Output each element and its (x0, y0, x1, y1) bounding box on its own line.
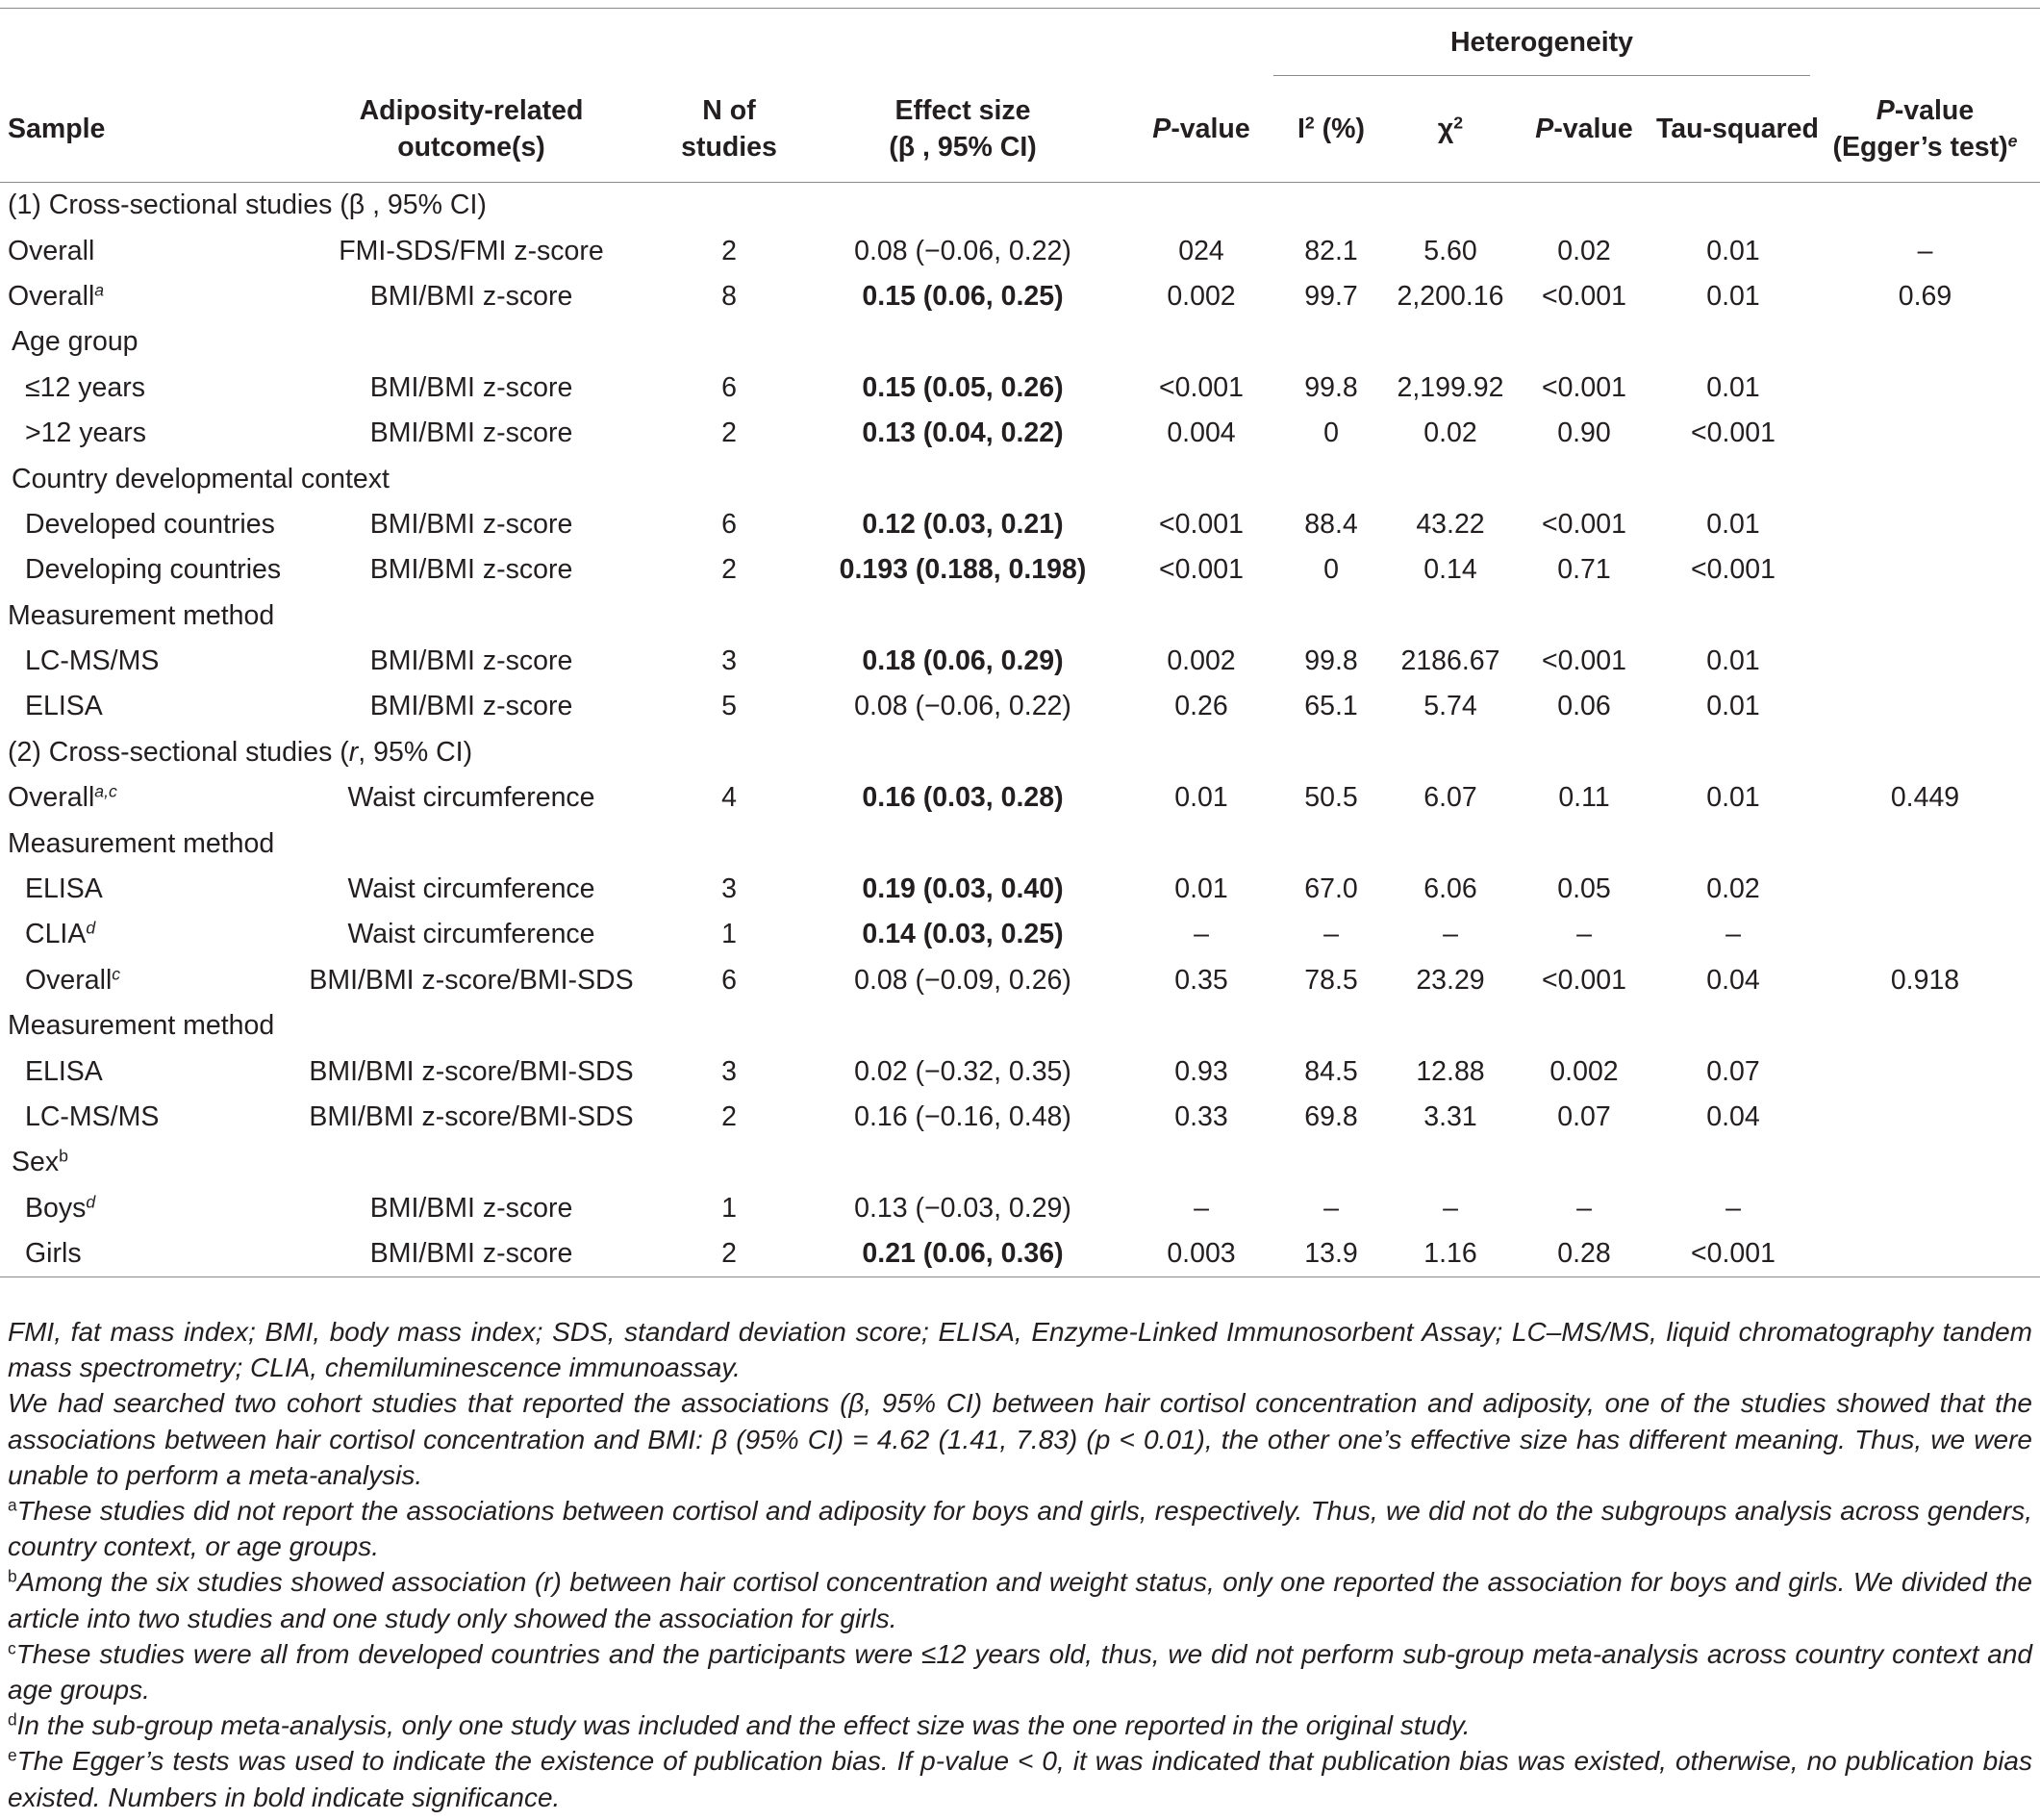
section-label: (2) Cross-sectional studies (r, 95% CI) (8, 736, 473, 768)
group-row (0, 1140, 2040, 1185)
chi-squared-cell: – (1443, 919, 1458, 950)
group-label: Measurement method (8, 1010, 275, 1042)
p-value-cell: 0.002 (1167, 645, 1236, 677)
effect-size-cell: 0.193 (0.188, 0.198) (839, 554, 1087, 586)
egger-p-value-cell (1810, 1231, 2040, 1277)
het-p-value-cell: <0.001 (1542, 371, 1626, 403)
i-squared-cell: 88.4 (1304, 508, 1358, 540)
table-row (0, 274, 2040, 319)
outcome-cell: BMI/BMI z-score (369, 691, 573, 722)
i-squared-cell: 82.1 (1304, 235, 1358, 266)
effect-size-cell: 0.02 (−0.32, 0.35) (854, 1055, 1071, 1087)
group-row (0, 1003, 2040, 1049)
effect-size-cell: 0.21 (0.06, 0.36) (796, 1231, 1129, 1277)
n-studies-cell: 2 (721, 417, 737, 449)
chi-squared-cell: 0.02 (1423, 417, 1477, 449)
table-row (0, 1095, 2040, 1140)
tau-squared-cell: 0.01 (1706, 235, 1760, 266)
col-n-studies: N of studies (662, 76, 796, 183)
tau-squared-cell: 0.07 (1706, 1055, 1760, 1087)
outcome-cell: BMI/BMI z-score (369, 417, 573, 449)
effect-size-cell: 0.16 (−0.16, 0.48) (854, 1101, 1071, 1132)
i-squared-cell: 0 (1323, 554, 1339, 586)
effect-size-cell: 0.18 (0.06, 0.29) (862, 645, 1064, 677)
i-squared-cell: 78.5 (1304, 964, 1358, 996)
sample-cell: LC-MS/MS (25, 645, 160, 677)
group-label: Measurement method (8, 827, 275, 859)
table-row (0, 639, 2040, 684)
het-p-value-cell: 0.07 (1557, 1101, 1611, 1132)
egger-p-value-cell (1810, 1186, 2040, 1231)
egger-p-value-cell: 0.918 (1890, 964, 1960, 996)
sample-cell: Girls (0, 1231, 281, 1277)
het-p-value-cell: <0.001 (1542, 964, 1626, 996)
col-tau-squared: Tau-squared (1656, 76, 1810, 183)
outcome-cell: Waist circumference (347, 782, 595, 814)
chi-squared-cell: 2186.67 (1400, 645, 1500, 677)
n-studies-cell: 8 (721, 280, 737, 312)
i-squared-cell: – (1323, 1192, 1339, 1224)
outcome-cell: BMI/BMI z-score/BMI-SDS (309, 1055, 634, 1087)
het-p-value-cell: – (1576, 919, 1592, 950)
p-value-cell: 0.002 (1167, 280, 1236, 312)
table-row (0, 502, 2040, 547)
effect-size-cell: 0.12 (0.03, 0.21) (862, 508, 1064, 540)
footnote-e: $^e$The Egger’s tests was used to indicate the existence of publication bias. If p-value < 0, it was indicated that publication bias was existed, otherwise, no publication bias existed. Numbers in bold indicate significance. (8, 1745, 2032, 1812)
egger-p-value-cell (1810, 502, 2040, 547)
group-row (0, 319, 2040, 365)
group-row (0, 594, 2040, 639)
tau-squared-cell: – (1725, 919, 1741, 950)
egger-p-value-cell (1810, 639, 2040, 684)
i-squared-cell: 67.0 (1304, 873, 1358, 905)
n-studies-cell: 6 (721, 508, 737, 540)
col-het-p-value: P-value (1512, 76, 1656, 183)
p-value-cell: 024 (1178, 235, 1224, 266)
effect-size-cell: 0.13 (0.04, 0.22) (862, 417, 1064, 449)
table-row (0, 547, 2040, 593)
tau-squared-cell: 0.04 (1706, 964, 1760, 996)
p-value-cell: <0.001 (1159, 508, 1244, 540)
meta-analysis-table (0, 8, 2040, 1277)
effect-size-cell: 0.16 (0.03, 0.28) (862, 782, 1064, 814)
het-p-value-cell: <0.001 (1542, 645, 1626, 677)
tau-squared-cell: <0.001 (1691, 417, 1776, 449)
tau-squared-cell: <0.001 (1656, 1231, 1810, 1277)
chi-squared-cell: 43.22 (1416, 508, 1485, 540)
col-effect-size: Effect size (β , 95% CI) (796, 76, 1129, 183)
chi-squared-cell: 23.29 (1416, 964, 1485, 996)
sample-cell: Overall$^a$ (8, 280, 105, 312)
sample-cell: CLIA$^d$ (25, 918, 96, 950)
group-label: Measurement method (8, 599, 275, 631)
table-header (0, 9, 2040, 183)
table-row (0, 912, 2040, 957)
sample-cell: Overall$^{a,c}$ (8, 781, 117, 814)
table-row (0, 684, 2040, 729)
sample-cell: ≤12 years (25, 371, 145, 403)
section-label: (1) Cross-sectional studies (β , 95% CI) (8, 190, 487, 221)
col-i-squared: $I^2$ (%) (1273, 76, 1389, 183)
effect-size-cell: 0.14 (0.03, 0.25) (862, 919, 1064, 950)
chi-squared-cell: 3.31 (1423, 1101, 1477, 1132)
sample-cell: Boys$^d$ (25, 1192, 96, 1224)
group-label: Country developmental context (12, 463, 390, 494)
egger-p-value-cell (1810, 411, 2040, 456)
outcome-cell: Waist circumference (347, 919, 595, 950)
p-value-cell: 0.33 (1174, 1101, 1228, 1132)
outcome-cell: BMI/BMI z-score (369, 645, 573, 677)
col-outcome: Adiposity-related outcome(s) (281, 76, 662, 183)
egger-p-value-cell (1810, 684, 2040, 729)
sample-cell: >12 years (25, 417, 146, 449)
n-studies-cell: 2 (721, 235, 737, 266)
group-label: Age group (12, 326, 139, 358)
chi-squared-cell: 12.88 (1416, 1055, 1485, 1087)
n-studies-cell: 5 (721, 691, 737, 722)
group-row (0, 456, 2040, 501)
col-sample: Sample (0, 76, 281, 183)
chi-squared-cell: 2,199.92 (1397, 371, 1504, 403)
egger-p-value-cell (1810, 547, 2040, 593)
n-studies-cell: 1 (721, 919, 737, 950)
footnote-d: $^d$In the sub-group meta-analysis, only one study was included and the effect size was the one reported in the original study. (8, 1709, 1471, 1741)
i-squared-cell: 99.8 (1304, 645, 1358, 677)
outcome-cell: BMI/BMI z-score (369, 1192, 573, 1224)
het-p-value-cell: 0.02 (1557, 235, 1611, 266)
sample-cell: Developed countries (25, 508, 275, 540)
effect-size-cell: 0.08 (−0.09, 0.26) (854, 964, 1071, 996)
effect-size-cell: 0.13 (−0.03, 0.29) (854, 1192, 1071, 1224)
table-row (0, 1049, 2040, 1094)
effect-size-cell: 0.15 (0.05, 0.26) (862, 371, 1064, 403)
chi-squared-cell: 6.07 (1423, 782, 1477, 814)
p-value-cell: 0.35 (1174, 964, 1228, 996)
het-p-value-cell: 0.28 (1512, 1231, 1656, 1277)
footnote-a: $^a$These studies did not report the associations between cortisol and adiposity for boys and girls, respectively. Thus, we did not do the subgroups analysis across genders, country context, or age groups. (8, 1495, 2032, 1562)
het-p-value-cell: 0.05 (1557, 873, 1611, 905)
n-studies-cell: 1 (721, 1192, 737, 1224)
tau-squared-cell: 0.01 (1706, 280, 1760, 312)
p-value-cell: 0.01 (1174, 782, 1228, 814)
heterogeneity-header: Heterogeneity (1273, 9, 1810, 77)
chi-squared-cell: 1.16 (1389, 1231, 1512, 1277)
chi-squared-cell: 0.14 (1423, 554, 1477, 586)
chi-squared-cell: 5.60 (1423, 235, 1477, 266)
het-p-value-cell: <0.001 (1542, 508, 1626, 540)
tau-squared-cell: 0.01 (1706, 371, 1760, 403)
outcome-cell: BMI/BMI z-score/BMI-SDS (309, 964, 634, 996)
col-egger-p-value: P-value (Egger’s test)$^e$ (1810, 76, 2040, 183)
het-p-value-cell: <0.001 (1542, 280, 1626, 312)
table-body (0, 183, 2040, 1277)
sample-cell: Overall$^c$ (25, 964, 121, 996)
sample-cell: Overall (8, 235, 95, 266)
n-studies-cell: 3 (721, 873, 737, 905)
egger-p-value-cell (1810, 366, 2040, 411)
het-p-value-cell: 0.002 (1549, 1055, 1619, 1087)
col-p-value: P-value (1129, 76, 1273, 183)
i-squared-cell: 84.5 (1304, 1055, 1358, 1087)
chi-squared-cell: 2,200.16 (1397, 280, 1504, 312)
table-row (0, 775, 2040, 821)
table-row (0, 1231, 2040, 1277)
table-row (0, 411, 2040, 456)
egger-p-value-cell: 0.69 (1898, 280, 1952, 312)
section-row (0, 183, 2040, 229)
outcome-cell: BMI/BMI z-score (369, 554, 573, 586)
egger-p-value-cell (1810, 867, 2040, 912)
p-value-cell: 0.93 (1174, 1055, 1228, 1087)
egger-p-value-cell (1810, 912, 2040, 957)
outcome-cell: BMI/BMI z-score/BMI-SDS (309, 1101, 634, 1132)
het-p-value-cell: 0.90 (1557, 417, 1611, 449)
p-value-cell: 0.003 (1129, 1231, 1273, 1277)
p-value-cell: 0.26 (1174, 691, 1228, 722)
p-value-cell: <0.001 (1159, 371, 1244, 403)
n-studies-cell: 4 (721, 782, 737, 814)
i-squared-cell: 65.1 (1304, 691, 1358, 722)
n-studies-cell: 6 (721, 964, 737, 996)
i-squared-cell: 50.5 (1304, 782, 1358, 814)
table-footnotes (8, 1314, 2032, 1815)
tau-squared-cell: 0.04 (1706, 1101, 1760, 1132)
footnote-c: $^c$These studies were all from developed countries and the participants were ≤12 years old, thus, we did not perform sub-group meta-analysis across country context and age groups. (8, 1638, 2032, 1706)
sample-cell: ELISA (25, 691, 103, 722)
i-squared-cell: – (1323, 919, 1339, 950)
tau-squared-cell: 0.01 (1706, 645, 1760, 677)
footnote-cohort: We had searched two cohort studies that reported the associations (β, 95% CI) between hair cortisol concentration and adiposity, one of the studies showed that the associations between hair cortisol concentration and BMI: β (95% CI) = 4.62 (1.41, 7.83) (p < 0.01), the other one’s effective size has different meaning. Thus, we were unable to perform a meta-analysis. (8, 1388, 2032, 1490)
n-studies-cell: 3 (721, 645, 737, 677)
n-studies-cell: 2 (721, 554, 737, 586)
outcome-cell: BMI/BMI z-score (281, 1231, 662, 1277)
footnote-abbreviations: FMI, fat mass index; BMI, body mass index; SDS, standard deviation score; ELISA, Enzyme-Linked Immunosorbent Assay; LC–MS/MS, liquid chromatography tandem mass spectrometry; CLIA, chemiluminescence immunoassay. (8, 1317, 2032, 1383)
het-p-value-cell: – (1576, 1192, 1592, 1224)
i-squared-cell: 69.8 (1304, 1101, 1358, 1132)
n-studies-cell: 2 (721, 1101, 737, 1132)
egger-p-value-cell (1810, 1095, 2040, 1140)
tau-squared-cell: <0.001 (1691, 554, 1776, 586)
sample-cell: ELISA (25, 873, 103, 905)
effect-size-cell: 0.19 (0.03, 0.40) (862, 873, 1064, 905)
section-row (0, 730, 2040, 775)
chi-squared-cell: – (1443, 1192, 1458, 1224)
i-squared-cell: 99.7 (1304, 280, 1358, 312)
sample-cell: ELISA (25, 1055, 103, 1087)
outcome-cell: FMI-SDS/FMI z-score (339, 235, 604, 266)
het-p-value-cell: 0.11 (1558, 782, 1610, 814)
footnote-b: $^b$Among the six studies showed association (r) between hair cortisol concentration and weight status, only one reported the association for boys and girls. We divided the article into two studies and one study only showed the association for girls. (8, 1566, 2032, 1633)
sample-cell: LC-MS/MS (25, 1101, 160, 1132)
table-row (0, 366, 2040, 411)
group-label: Sex$^b$ (12, 1146, 68, 1178)
p-value-cell: – (1194, 919, 1209, 950)
p-value-cell: 0.004 (1167, 417, 1236, 449)
tau-squared-cell: 0.01 (1706, 782, 1760, 814)
p-value-cell: 0.01 (1174, 873, 1228, 905)
egger-p-value-cell: 0.449 (1890, 782, 1960, 814)
outcome-cell: BMI/BMI z-score (369, 280, 573, 312)
outcome-cell: BMI/BMI z-score (369, 508, 573, 540)
outcome-cell: BMI/BMI z-score (369, 371, 573, 403)
tau-squared-cell: 0.01 (1706, 691, 1760, 722)
i-squared-cell: 0 (1323, 417, 1339, 449)
het-p-value-cell: 0.71 (1557, 554, 1611, 586)
n-studies-cell: 2 (662, 1231, 796, 1277)
tau-squared-cell: – (1725, 1192, 1741, 1224)
tau-squared-cell: 0.02 (1706, 873, 1760, 905)
p-value-cell: – (1194, 1192, 1209, 1224)
table-row (0, 228, 2040, 273)
outcome-cell: Waist circumference (347, 873, 595, 905)
n-studies-cell: 3 (721, 1055, 737, 1087)
tau-squared-cell: 0.01 (1706, 508, 1760, 540)
effect-size-cell: 0.08 (−0.06, 0.22) (854, 235, 1071, 266)
effect-size-cell: 0.15 (0.06, 0.25) (862, 280, 1064, 312)
egger-p-value-cell: – (1917, 235, 1933, 266)
chi-squared-cell: 5.74 (1423, 691, 1477, 722)
table-row (0, 958, 2040, 1003)
table-row (0, 867, 2040, 912)
chi-squared-cell: 6.06 (1423, 873, 1477, 905)
table-row (0, 1186, 2040, 1231)
i-squared-cell: 99.8 (1304, 371, 1358, 403)
i-squared-cell: 13.9 (1273, 1231, 1389, 1277)
egger-p-value-cell (1810, 1049, 2040, 1094)
p-value-cell: <0.001 (1159, 554, 1244, 586)
n-studies-cell: 6 (721, 371, 737, 403)
group-row (0, 821, 2040, 866)
effect-size-cell: 0.08 (−0.06, 0.22) (854, 691, 1071, 722)
het-p-value-cell: 0.06 (1557, 691, 1611, 722)
col-chi-squared: $\chi^2$ (1389, 76, 1512, 183)
sample-cell: Developing countries (25, 554, 282, 586)
